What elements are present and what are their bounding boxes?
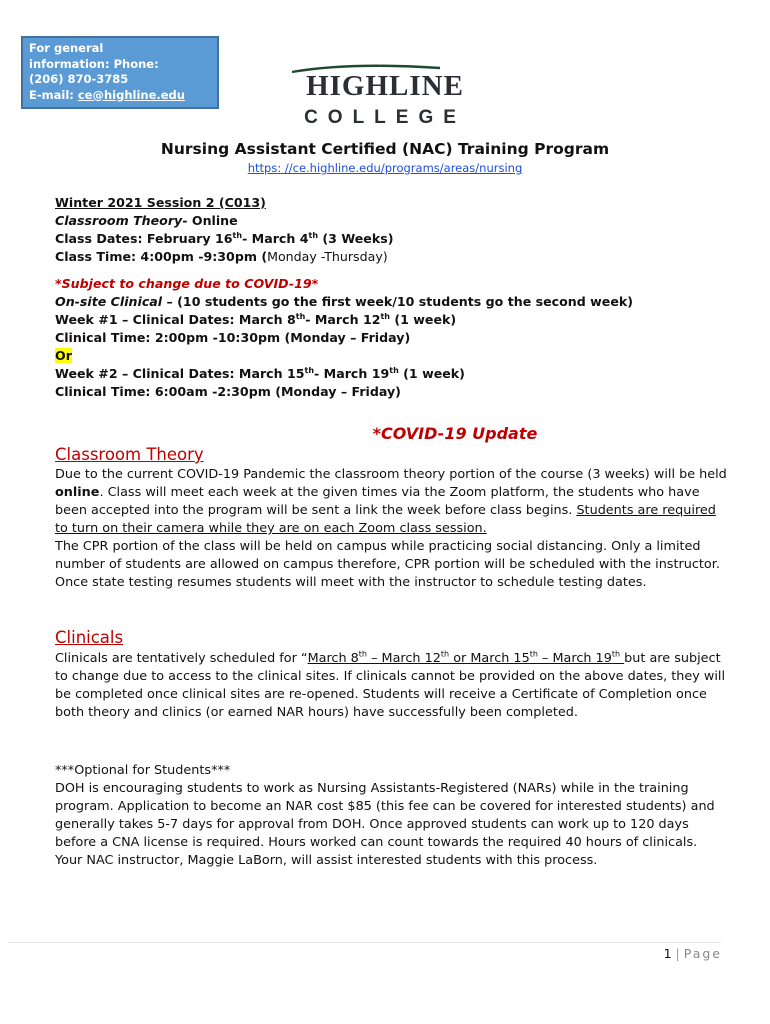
classroom-paragraph-2: The CPR portion of the class will be held on campus while practicing social distancing. Only a limited number of students are allowed on campus therefore, CPR portion will be scheduled with the instructor. bbox=[55, 539, 720, 572]
footer-divider bbox=[8, 942, 721, 943]
date-part: – March 12 bbox=[367, 651, 441, 666]
contact-line-1: For general bbox=[29, 41, 104, 55]
logo-word-college: COLLEGE bbox=[304, 107, 466, 126]
date-part: or March 15 bbox=[449, 651, 530, 666]
ordinal-sup: th bbox=[295, 311, 306, 321]
class-dates-duration: (3 Weeks) bbox=[318, 231, 394, 246]
week-2-end: - March 19 bbox=[314, 366, 390, 381]
online-emphasis: online bbox=[55, 485, 100, 500]
ordinal-sup: th bbox=[304, 365, 315, 375]
week-1-duration: (1 week) bbox=[390, 312, 457, 327]
onsite-clinical-line bbox=[55, 293, 633, 311]
or-line bbox=[55, 347, 633, 365]
theory-mode: - Online bbox=[182, 213, 238, 228]
spacer bbox=[55, 266, 633, 275]
clinicals-text: Clinicals are tentatively scheduled for “ bbox=[55, 651, 308, 666]
covid-update-heading: *COVID-19 Update bbox=[372, 424, 538, 443]
date-part: – March 19 bbox=[537, 651, 612, 666]
week-1-dates bbox=[55, 311, 633, 329]
page-number: 1 bbox=[663, 946, 672, 961]
class-dates-end: - March 4 bbox=[242, 231, 309, 246]
clinicals-text: but are subject to change due to access to the clinical sites. If clinicals cannot be provided on the above dates, they will be completed once clinical sites are re-opened. Students will receive a Certificate of Completion once both theory and clinics (or earned NAR hours) have successfully been completed. bbox=[55, 651, 726, 720]
onsite-detail: – (10 students go the first week/10 students go the second week) bbox=[162, 294, 633, 309]
class-dates bbox=[55, 230, 633, 248]
onsite-label: On-site Clinical bbox=[55, 294, 163, 309]
camera-requirement: Students are required to turn on their camera while they are on each Zoom class session. bbox=[55, 503, 716, 536]
clinicals-paragraph bbox=[55, 650, 727, 722]
classroom-theory-heading: Classroom Theory bbox=[55, 445, 204, 464]
classroom-text: . Class will meet each week at the given times via the Zoom platform, the students who have been accepted into the program will be sent a link the week before class begins. bbox=[55, 485, 700, 518]
classroom-text: Due to the current COVID-19 Pandemic the classroom theory portion of the course (3 weeks) will be held bbox=[55, 467, 727, 482]
optional-section bbox=[55, 762, 727, 870]
class-time-hours: Class Time: 4:00pm -9:30pm ( bbox=[55, 249, 268, 264]
classroom-paragraph-3: Once state testing resumes students will meet with the instructor to schedule testing dates. bbox=[55, 575, 647, 590]
contact-email-row bbox=[29, 88, 211, 104]
or-highlight: Or bbox=[55, 348, 72, 363]
ordinal-sup: th bbox=[308, 230, 319, 240]
contact-line-2: information: Phone: bbox=[29, 56, 159, 71]
clinicals-heading: Clinicals bbox=[55, 628, 124, 647]
week-2-time: Clinical Time: 6:00am -2:30pm (Monday – Friday) bbox=[55, 384, 401, 399]
ordinal-sup: th bbox=[232, 230, 243, 240]
theory-label: Classroom Theory bbox=[55, 213, 183, 228]
contact-phone: (206) 870-3785 bbox=[29, 72, 129, 86]
email-label: E-mail: bbox=[29, 87, 78, 102]
logo-word-highline: HIGHLINE bbox=[306, 70, 464, 102]
clinicals-body bbox=[55, 650, 727, 722]
class-time bbox=[55, 248, 633, 266]
week-1-time: Clinical Time: 2:00pm -10:30pm (Monday – Friday) bbox=[55, 330, 411, 345]
theory-line bbox=[55, 212, 633, 230]
optional-body: DOH is encouraging students to work as Nursing Assistants-Registered (NARs) while in the training program. Application to become an NAR cost $85 (this fee can be covered for interested students) and generally takes 5-7 days for approval from DOH. Once approved students can work up to 120 days before a CNA license is required. Hours worked can count towards the required 40 hours of clinicals. Your NAC instructor, Maggie LaBorn, will assist interested students with this process. bbox=[55, 781, 715, 868]
page-title: Nursing Assistant Certified (NAC) Training Program bbox=[160, 140, 610, 158]
week-2-duration: (1 week) bbox=[398, 366, 465, 381]
contact-info-box bbox=[21, 36, 219, 109]
class-dates-start: Class Dates: February 16 bbox=[55, 231, 233, 246]
classroom-paragraph-1 bbox=[55, 466, 727, 538]
ordinal-sup: th bbox=[440, 649, 450, 659]
ordinal-sup: th bbox=[389, 365, 399, 375]
classroom-theory-body bbox=[55, 466, 727, 592]
email-link[interactable]: ce@highline.edu bbox=[77, 87, 185, 102]
clinical-dates bbox=[308, 651, 625, 666]
page-footer bbox=[664, 946, 722, 961]
highline-college-logo bbox=[290, 64, 480, 126]
ordinal-sup: th bbox=[611, 649, 621, 659]
ordinal-sup: th bbox=[358, 649, 367, 659]
week-2-start: Week #2 – Clinical Dates: March 15 bbox=[55, 366, 305, 381]
program-url-link[interactable]: https: //ce.highline.edu/programs/areas/nursing bbox=[247, 161, 523, 175]
session-label: Winter 2021 Session 2 (C013) bbox=[55, 195, 266, 210]
ordinal-sup: th bbox=[380, 311, 391, 321]
footer-separator: | bbox=[671, 946, 684, 961]
week-2-dates bbox=[55, 365, 633, 383]
week-1-start: Week #1 – Clinical Dates: March 8 bbox=[55, 312, 296, 327]
session-schedule bbox=[55, 194, 633, 401]
date-part: March 8 bbox=[307, 651, 359, 666]
page-word: Page bbox=[683, 946, 722, 961]
subject-to-change-note: *Subject to change due to COVID-19* bbox=[55, 276, 319, 291]
class-time-days: Monday -Thursday) bbox=[267, 249, 388, 264]
logo-graphic bbox=[290, 64, 480, 126]
week-1-end: - March 12 bbox=[305, 312, 381, 327]
optional-heading: ***Optional for Students*** bbox=[55, 763, 231, 778]
ordinal-sup: th bbox=[529, 649, 538, 659]
